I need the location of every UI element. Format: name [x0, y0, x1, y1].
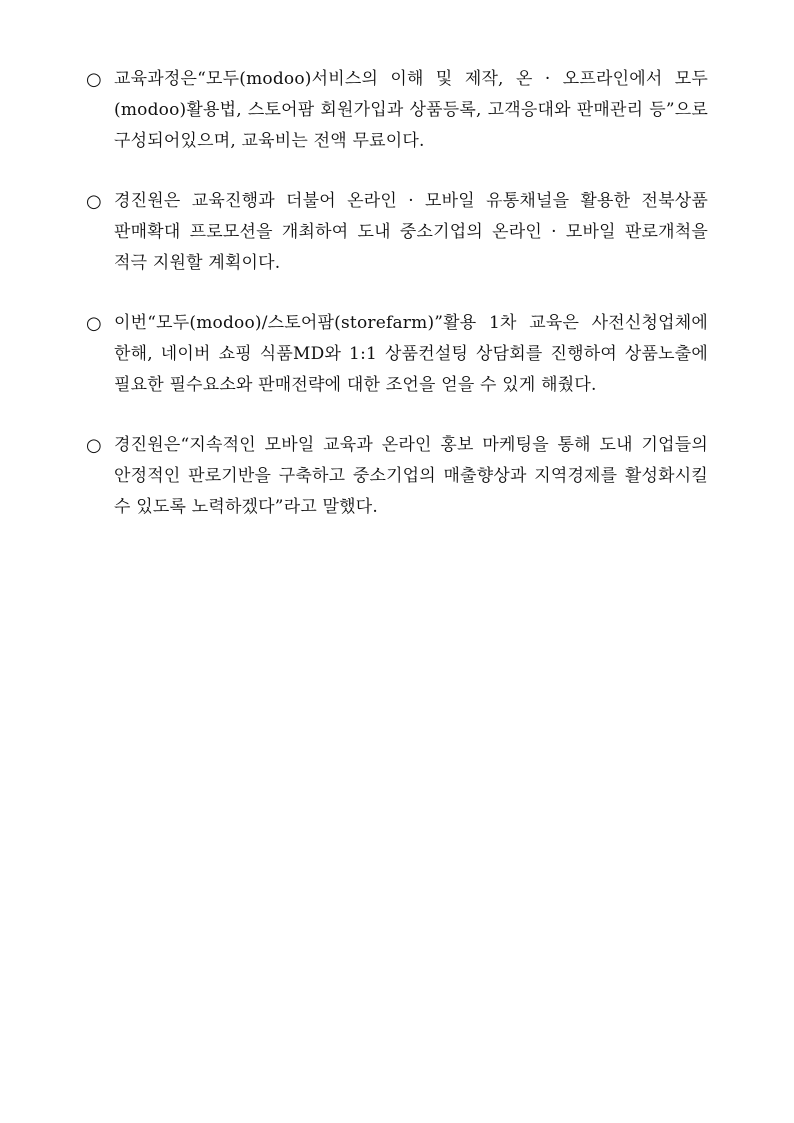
- paragraph: [86, 308, 708, 401]
- circle-bullet-icon: ○: [86, 313, 102, 334]
- circle-bullet-icon: ○: [86, 191, 102, 212]
- circle-bullet-icon: ○: [86, 69, 102, 90]
- paragraph: [86, 430, 708, 523]
- circle-bullet-icon: ○: [86, 435, 102, 456]
- paragraph-text: 경진원은 교육진행과 더불어 온라인 · 모바일 유통채널을 활용한 전북상품 판매확대 프로모션을 개최하여 도내 중소기업의 온라인 · 모바일 판로개척을 적극 지원할 계획이다.: [114, 191, 708, 273]
- paragraph: [86, 64, 708, 157]
- document-body: [86, 64, 708, 552]
- paragraph: [86, 186, 708, 279]
- paragraph-text: 교육과정은“모두(modoo)서비스의 이해 및 제작, 온 · 오프라인에서 모두(modoo)활용법, 스토어팜 회원가입과 상품등록, 고객응대와 판매관리 등”으로 구성되어있으며, 교육비는 전액 무료이다.: [114, 69, 708, 151]
- paragraph-text: 경진원은“지속적인 모바일 교육과 온라인 홍보 마케팅을 통해 도내 기업들의 안정적인 판로기반을 구축하고 중소기업의 매출향상과 지역경제를 활성화시킬 수 있도록 노력하겠다”라고 말했다.: [114, 435, 708, 517]
- paragraph-text: 이번“모두(modoo)/스토어팜(storefarm)”활용 1차 교육은 사전신청업체에 한해, 네이버 쇼핑 식품MD와 1:1 상품컨설팅 상담회를 진행하여 상품노출에 필요한 필수요소와 판매전략에 대한 조언을 얻을 수 있게 해줬다.: [114, 313, 708, 395]
